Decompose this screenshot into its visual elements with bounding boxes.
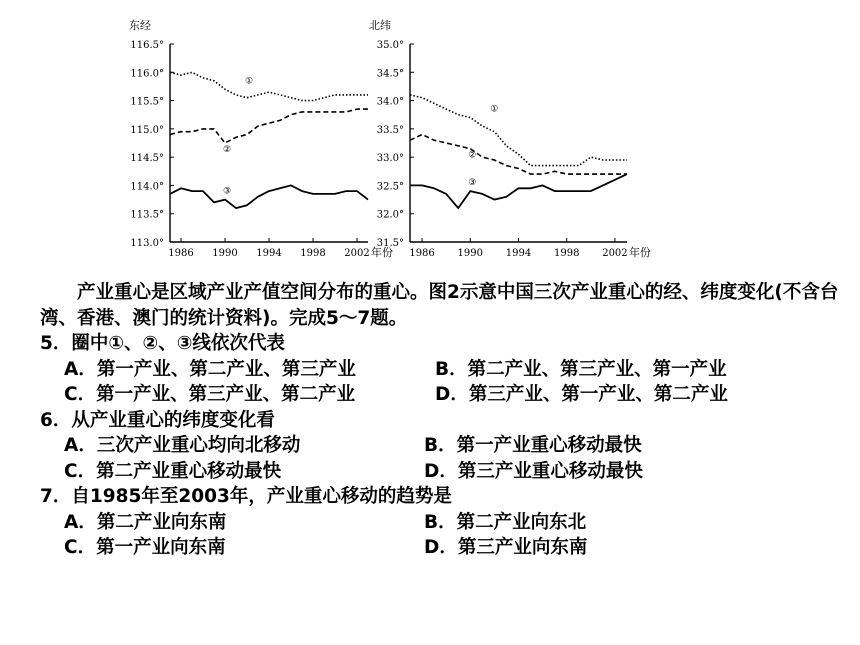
q7-option-a[interactable]: A．第二产业向东南 bbox=[64, 511, 227, 533]
y-tick-label: 114.0° bbox=[130, 181, 164, 193]
x-tick-label: 1990 bbox=[212, 248, 238, 259]
x-tick-label: 2002 bbox=[602, 248, 628, 259]
question-text bbox=[40, 280, 840, 561]
y-tick-label: 113.5° bbox=[130, 209, 164, 221]
y-tick-label: 33.5° bbox=[376, 124, 404, 136]
latitude-chart bbox=[369, 18, 651, 259]
q6-option-a[interactable]: A．三次产业重心均向北移动 bbox=[64, 435, 301, 456]
y-tick-label: 31.5° bbox=[376, 238, 404, 249]
y-tick-label: 115.0° bbox=[130, 124, 164, 136]
y-tick-label: 32.5° bbox=[376, 181, 404, 193]
x-axis-title: 年份 bbox=[371, 246, 393, 259]
series-line-dashed bbox=[170, 109, 368, 143]
y-tick-label: 113.0° bbox=[130, 238, 164, 249]
line-charts bbox=[0, 0, 860, 275]
y-tick-label: 116.5° bbox=[130, 40, 164, 51]
y-tick-label: 32.0° bbox=[376, 209, 404, 221]
y-tick-label: 116.0° bbox=[130, 68, 164, 80]
y-tick-label: 34.0° bbox=[376, 96, 404, 108]
x-tick-label: 1986 bbox=[168, 248, 194, 259]
x-tick-label: 1998 bbox=[300, 248, 326, 259]
q6-option-b[interactable]: B．第一产业重心移动最快 bbox=[424, 435, 642, 456]
q7-option-d[interactable]: D．第三产业向东南 bbox=[424, 537, 588, 558]
y-axis-title: 北纬 bbox=[369, 19, 391, 32]
y-tick-label: 33.0° bbox=[376, 153, 404, 165]
q5-option-d[interactable]: D．第三产业、第一产业、第二产业 bbox=[435, 384, 728, 405]
series-line-solid bbox=[410, 174, 627, 208]
series-label: ① bbox=[244, 76, 254, 87]
x-tick-label: 1986 bbox=[409, 248, 435, 259]
series-label: ① bbox=[490, 104, 499, 115]
series-label: ② bbox=[222, 145, 232, 155]
x-tick-label: 1994 bbox=[505, 248, 532, 259]
y-tick-label: 115.5° bbox=[130, 96, 164, 108]
series-line-solid bbox=[170, 185, 368, 208]
q6-option-d[interactable]: D．第三产业重心移动最快 bbox=[424, 460, 643, 482]
question-7-stem: 7．自1985年至2003年，产业重心移动的趋势是 bbox=[40, 486, 452, 507]
intro-paragraph: 产业重心是区域产业产值空间分布的重心。图2示意中国三次产业重心的经、纬度变化(不含台湾、香港、澳门的统计资料)。完成5～7题。 bbox=[40, 282, 839, 329]
y-axis-title: 东经 bbox=[129, 19, 151, 32]
x-tick-label: 1990 bbox=[457, 248, 484, 259]
question-5-stem: 5．圈中①、②、③线依次代表 bbox=[40, 333, 285, 354]
q5-option-b[interactable]: B．第二产业、第三产业、第一产业 bbox=[435, 358, 727, 380]
q7-option-c[interactable]: C．第一产业向东南 bbox=[64, 537, 226, 558]
x-axis-title: 年份 bbox=[628, 246, 651, 259]
y-tick-label: 114.5° bbox=[130, 153, 164, 165]
x-tick-label: 2002 bbox=[344, 248, 370, 259]
question-6-stem: 6．从产业重心的纬度变化看 bbox=[40, 409, 275, 431]
series-label: ③ bbox=[222, 186, 232, 197]
longitude-chart bbox=[129, 19, 393, 259]
x-tick-label: 1998 bbox=[553, 248, 580, 259]
series-line-dotted bbox=[410, 95, 627, 166]
q5-option-c[interactable]: C．第一产业、第三产业、第二产业 bbox=[64, 384, 356, 405]
y-tick-label: 34.5° bbox=[376, 68, 404, 80]
series-label: ② bbox=[468, 150, 477, 161]
series-label: ③ bbox=[468, 178, 477, 189]
series-line-dotted bbox=[170, 72, 368, 100]
q6-option-c[interactable]: C．第二产业重心移动最快 bbox=[64, 460, 282, 482]
q5-option-a[interactable]: A．第一产业、第二产业、第三产业 bbox=[64, 358, 356, 380]
y-tick-label: 35.0° bbox=[376, 40, 404, 51]
x-tick-label: 1994 bbox=[256, 248, 282, 259]
q7-option-b[interactable]: B．第二产业向东北 bbox=[424, 511, 587, 533]
